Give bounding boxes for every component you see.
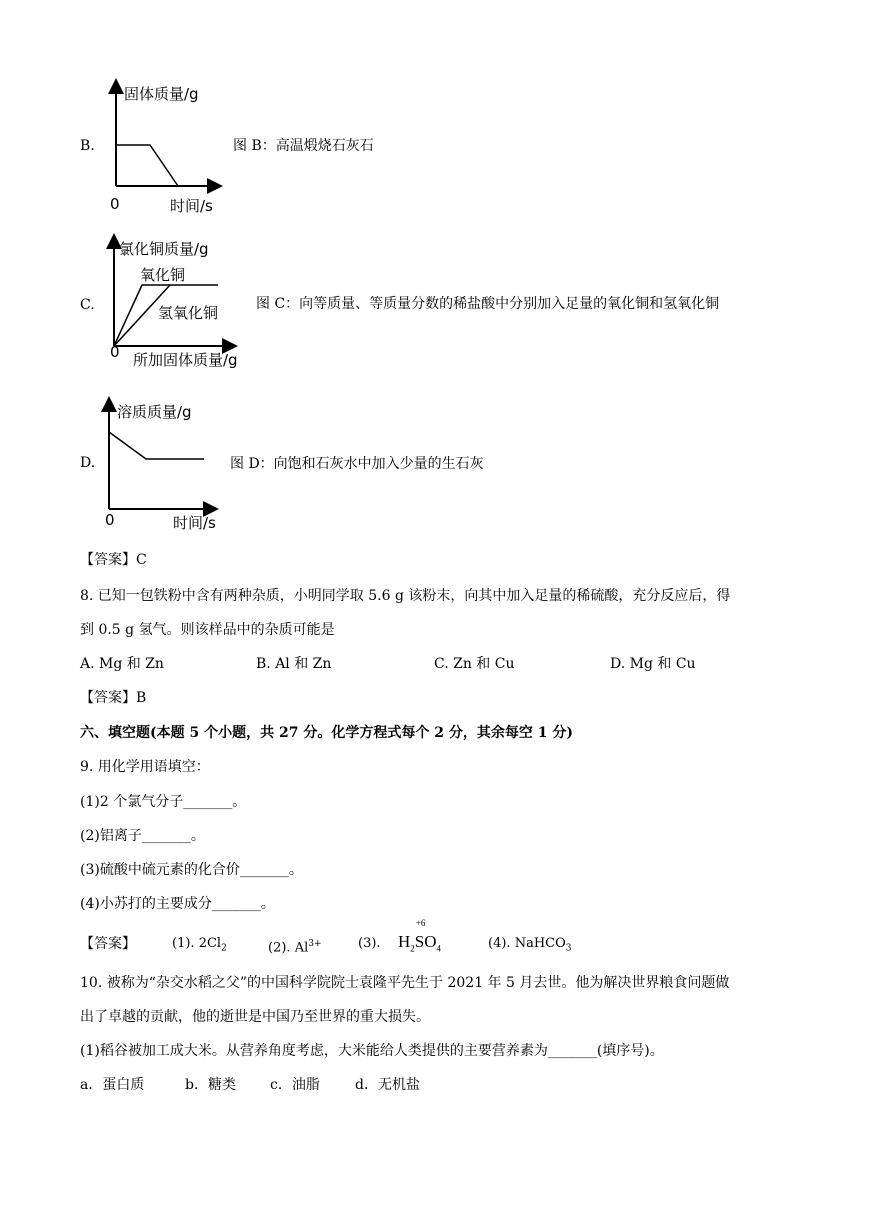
q8-choice-c: C. Zn 和 Cu — [434, 656, 515, 672]
chart-d-xlabel: 时间/s — [173, 514, 216, 532]
option-letter-d: D. — [80, 455, 96, 471]
chart-d-origin: 0 — [105, 511, 115, 529]
q10-choice-b: b．糖类 — [185, 1077, 236, 1093]
chart-c-series-label-1: 氧化铜 — [140, 266, 186, 284]
answer-q9-part2: (2). $Al^{3+}$ — [268, 939, 322, 956]
answer-q8: 【答案】B — [80, 690, 147, 706]
answer-q9-part3-formula: $H_2$ +6 $SO_4$ — [398, 918, 442, 954]
section-heading: 六、填空题(本题 5 个小题，共 27 分。化学方程式每个 2 分，其余每空 1 分) — [80, 725, 573, 741]
q8-text-line1: 8. 已知一包铁粉中含有两种杂质，小明同学取 5.6 g 该粉末，向其中加入足量的稀硫酸，充分反应后，得 — [80, 588, 731, 604]
chart-b-line — [116, 145, 178, 186]
chart-b-xlabel: 时间/s — [170, 197, 213, 215]
chart-c-series-label-2: 氢氧化铜 — [158, 304, 219, 322]
chart-b-ylabel: 固体质量/g — [124, 85, 199, 103]
option-letter-b: B. — [80, 138, 95, 154]
answer-q9-part3-num: (3). — [358, 936, 381, 951]
chart-d-line — [109, 432, 204, 459]
q9-stem: 9. 用化学用语填空： — [80, 759, 210, 775]
q8-text-line2: 到 0.5 g 氢气。则该样品中的杂质可能是 — [80, 622, 335, 638]
q10-text-line1: 10. 被称为“杂交水稻之父”的中国科学院院士袁隆平先生于 2021 年 5 月去世。他为解决世界粮食问题做 — [80, 975, 730, 991]
q9-item-1: (1)2 个氯气分子_______。 — [80, 794, 247, 810]
caption-c: 图 C：向等质量、等质量分数的稀盐酸中分别加入足量的氧化铜和氢氧化铜 — [256, 296, 720, 312]
chart-c-ylabel: 氯化铜质量/g — [119, 240, 209, 258]
caption-b: 图 B：高温煅烧石灰石 — [233, 138, 374, 154]
q10-choice-a: a．蛋白质 — [80, 1077, 145, 1093]
answer-q9-part4: (4). NaHCO$_3$ — [488, 936, 572, 954]
chart-b-origin: 0 — [110, 195, 120, 213]
chart-c-origin: 0 — [110, 343, 120, 361]
q10-text-line2: 出了卓越的贡献，他的逝世是中国乃至世界的重大损失。 — [80, 1009, 430, 1025]
q8-choice-b: B. Al 和 Zn — [256, 656, 332, 672]
q9-item-3: (3)硫酸中硫元素的化合价_______。 — [80, 862, 303, 878]
answer-q7: 【答案】C — [80, 552, 147, 568]
q10-sub1: (1)稻谷被加工成大米。从营养角度考虑，大米能给人类提供的主要营养素为_______(填序号)。 — [80, 1043, 664, 1059]
oxidation-state: +6 — [415, 918, 426, 928]
q8-choice-d: D. Mg 和 Cu — [610, 656, 696, 672]
q10-choice-d: d．无机盐 — [355, 1077, 420, 1093]
chart-c-xlabel: 所加固体质量/g — [133, 351, 238, 369]
q10-choice-c: c．油脂 — [270, 1077, 320, 1093]
q9-item-4: (4)小苏打的主要成分_______。 — [80, 896, 275, 912]
answer-q9-part1: (1). $2Cl_2$ — [172, 936, 227, 954]
caption-d: 图 D：向饱和石灰水中加入少量的生石灰 — [230, 456, 484, 472]
chart-d-ylabel: 溶质质量/g — [117, 403, 192, 421]
answer-q9-label: 【答案】 — [80, 936, 136, 952]
option-letter-c: C. — [80, 297, 95, 313]
q8-choice-a: A. Mg 和 Zn — [80, 656, 164, 672]
q9-item-2: (2)铝离子_______。 — [80, 828, 205, 844]
